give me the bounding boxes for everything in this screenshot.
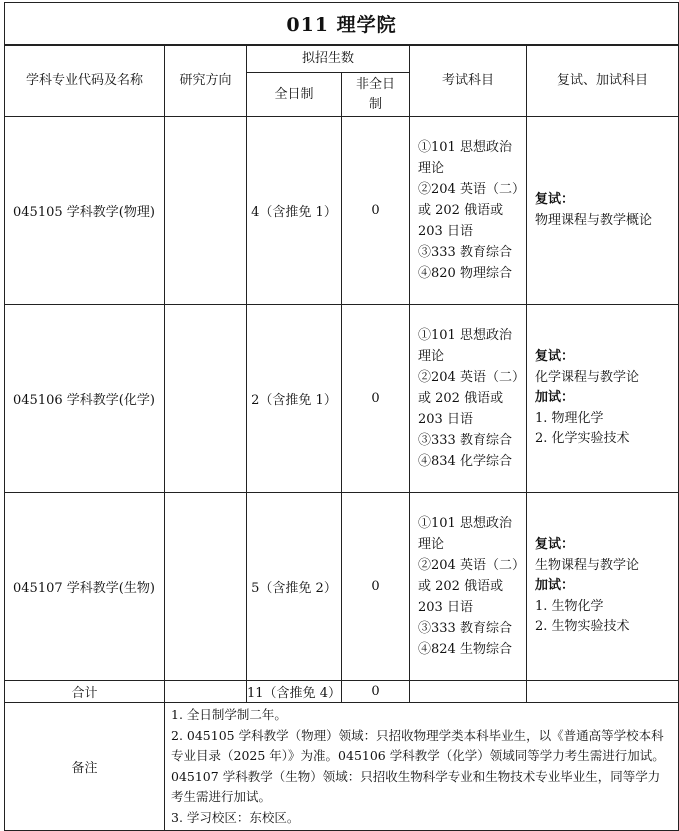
retest-subject: 生物课程与教学论 <box>535 557 640 573</box>
table-row <box>5 305 679 493</box>
note-line: 2. 045105 学科教学（物理）领域：只招收物理学类本科毕业生，以《普通高等学校本科专业目录（2025 年）》为准。045106 学科教学（化学）领域同等学力考生需进行加试。045107 学科教学（生物）领域：只招收生物科学专业和生物技术专业毕业生，同等学力考生需进行加试。 <box>171 727 665 804</box>
retest-cell <box>527 305 679 493</box>
retest-cell <box>527 117 679 305</box>
header-fulltime: 全日制 <box>247 73 342 117</box>
extra-test-label: 加试： <box>535 390 575 406</box>
exam-line: 或 202 俄语或 <box>418 203 504 218</box>
exam-line: ①101 思想政治 <box>418 516 512 531</box>
total-label: 合计 <box>5 681 165 703</box>
header-direction: 研究方向 <box>165 45 247 117</box>
table-row <box>5 117 679 305</box>
exam-line: ②204 英语（二） <box>418 558 525 573</box>
exam-line: 理论 <box>418 161 445 176</box>
exam-line: ④834 化学综合 <box>418 454 512 469</box>
note-line: 1. 全日制学制二年。 <box>171 707 287 722</box>
retest-cell <box>527 493 679 681</box>
direction-cell <box>165 493 247 681</box>
exam-line: ④820 物理综合 <box>418 266 512 281</box>
direction-cell <box>165 117 247 305</box>
parttime-cell: 0 <box>342 493 410 681</box>
notes-label: 备注 <box>5 703 165 831</box>
fulltime-cell: 2（含推免 1） <box>247 305 342 493</box>
exam-line: ③333 教育综合 <box>418 245 512 260</box>
header-exam: 考试科目 <box>410 45 527 117</box>
page-title: 011 理学院 <box>5 3 679 45</box>
total-parttime: 0 <box>342 681 410 703</box>
table-row <box>5 493 679 681</box>
retest-label: 复试： <box>535 192 575 207</box>
extra-test-label: 加试： <box>535 578 575 594</box>
extra-test-item: 1. 生物化学 <box>535 598 604 614</box>
notes-content <box>165 703 679 831</box>
exam-line: 203 日语 <box>418 600 473 615</box>
parttime-cell: 0 <box>342 117 410 305</box>
extra-test-item: 1. 物理化学 <box>535 410 604 426</box>
major-cell: 045107 学科教学(生物) <box>5 493 165 681</box>
exam-line: ③333 教育综合 <box>418 621 512 636</box>
note-line: 3. 学习校区：东校区。 <box>171 809 300 825</box>
parttime-cell: 0 <box>342 305 410 493</box>
direction-cell <box>165 305 247 493</box>
major-cell: 045105 学科教学(物理) <box>5 117 165 305</box>
fulltime-cell: 5（含推免 2） <box>247 493 342 681</box>
total-direction-cell <box>165 681 247 703</box>
exam-line: 或 202 俄语或 <box>418 391 504 406</box>
notes-row <box>5 703 679 831</box>
retest-label: 复试： <box>535 349 575 365</box>
exam-line: ②204 英语（二） <box>418 182 525 197</box>
exam-line: ①101 思想政治 <box>418 140 512 155</box>
header-enrollment: 拟招生数 <box>247 45 410 73</box>
exam-line: 理论 <box>418 349 445 364</box>
header-parttime: 非全日制 <box>342 73 410 117</box>
exam-line: ④824 生物综合 <box>418 642 512 657</box>
extra-test-item: 2. 生物实验技术 <box>535 619 630 635</box>
exam-cell <box>410 305 527 493</box>
enrollment-table <box>4 2 679 831</box>
exam-line: ②204 英语（二） <box>418 370 525 385</box>
retest-label: 复试： <box>535 537 575 553</box>
exam-line: 203 日语 <box>418 412 473 427</box>
retest-subject: 物理课程与教学概论 <box>535 212 653 228</box>
total-exam-cell <box>410 681 527 703</box>
exam-line: 理论 <box>418 537 445 552</box>
exam-line: 203 日语 <box>418 224 473 239</box>
total-retest-cell <box>527 681 679 703</box>
total-fulltime: 11（含推免 4） <box>247 681 342 703</box>
total-row <box>5 681 679 703</box>
retest-subject: 化学课程与教学论 <box>535 369 640 385</box>
header-major: 学科专业代码及名称 <box>5 45 165 117</box>
exam-line: ①101 思想政治 <box>418 328 512 343</box>
exam-cell <box>410 117 527 305</box>
major-cell: 045106 学科教学(化学) <box>5 305 165 493</box>
fulltime-cell: 4（含推免 1） <box>247 117 342 305</box>
header-retest: 复试、加试科目 <box>527 45 679 117</box>
extra-test-item: 2. 化学实验技术 <box>535 431 630 447</box>
exam-line: ③333 教育综合 <box>418 433 512 448</box>
exam-cell <box>410 493 527 681</box>
exam-line: 或 202 俄语或 <box>418 579 504 594</box>
